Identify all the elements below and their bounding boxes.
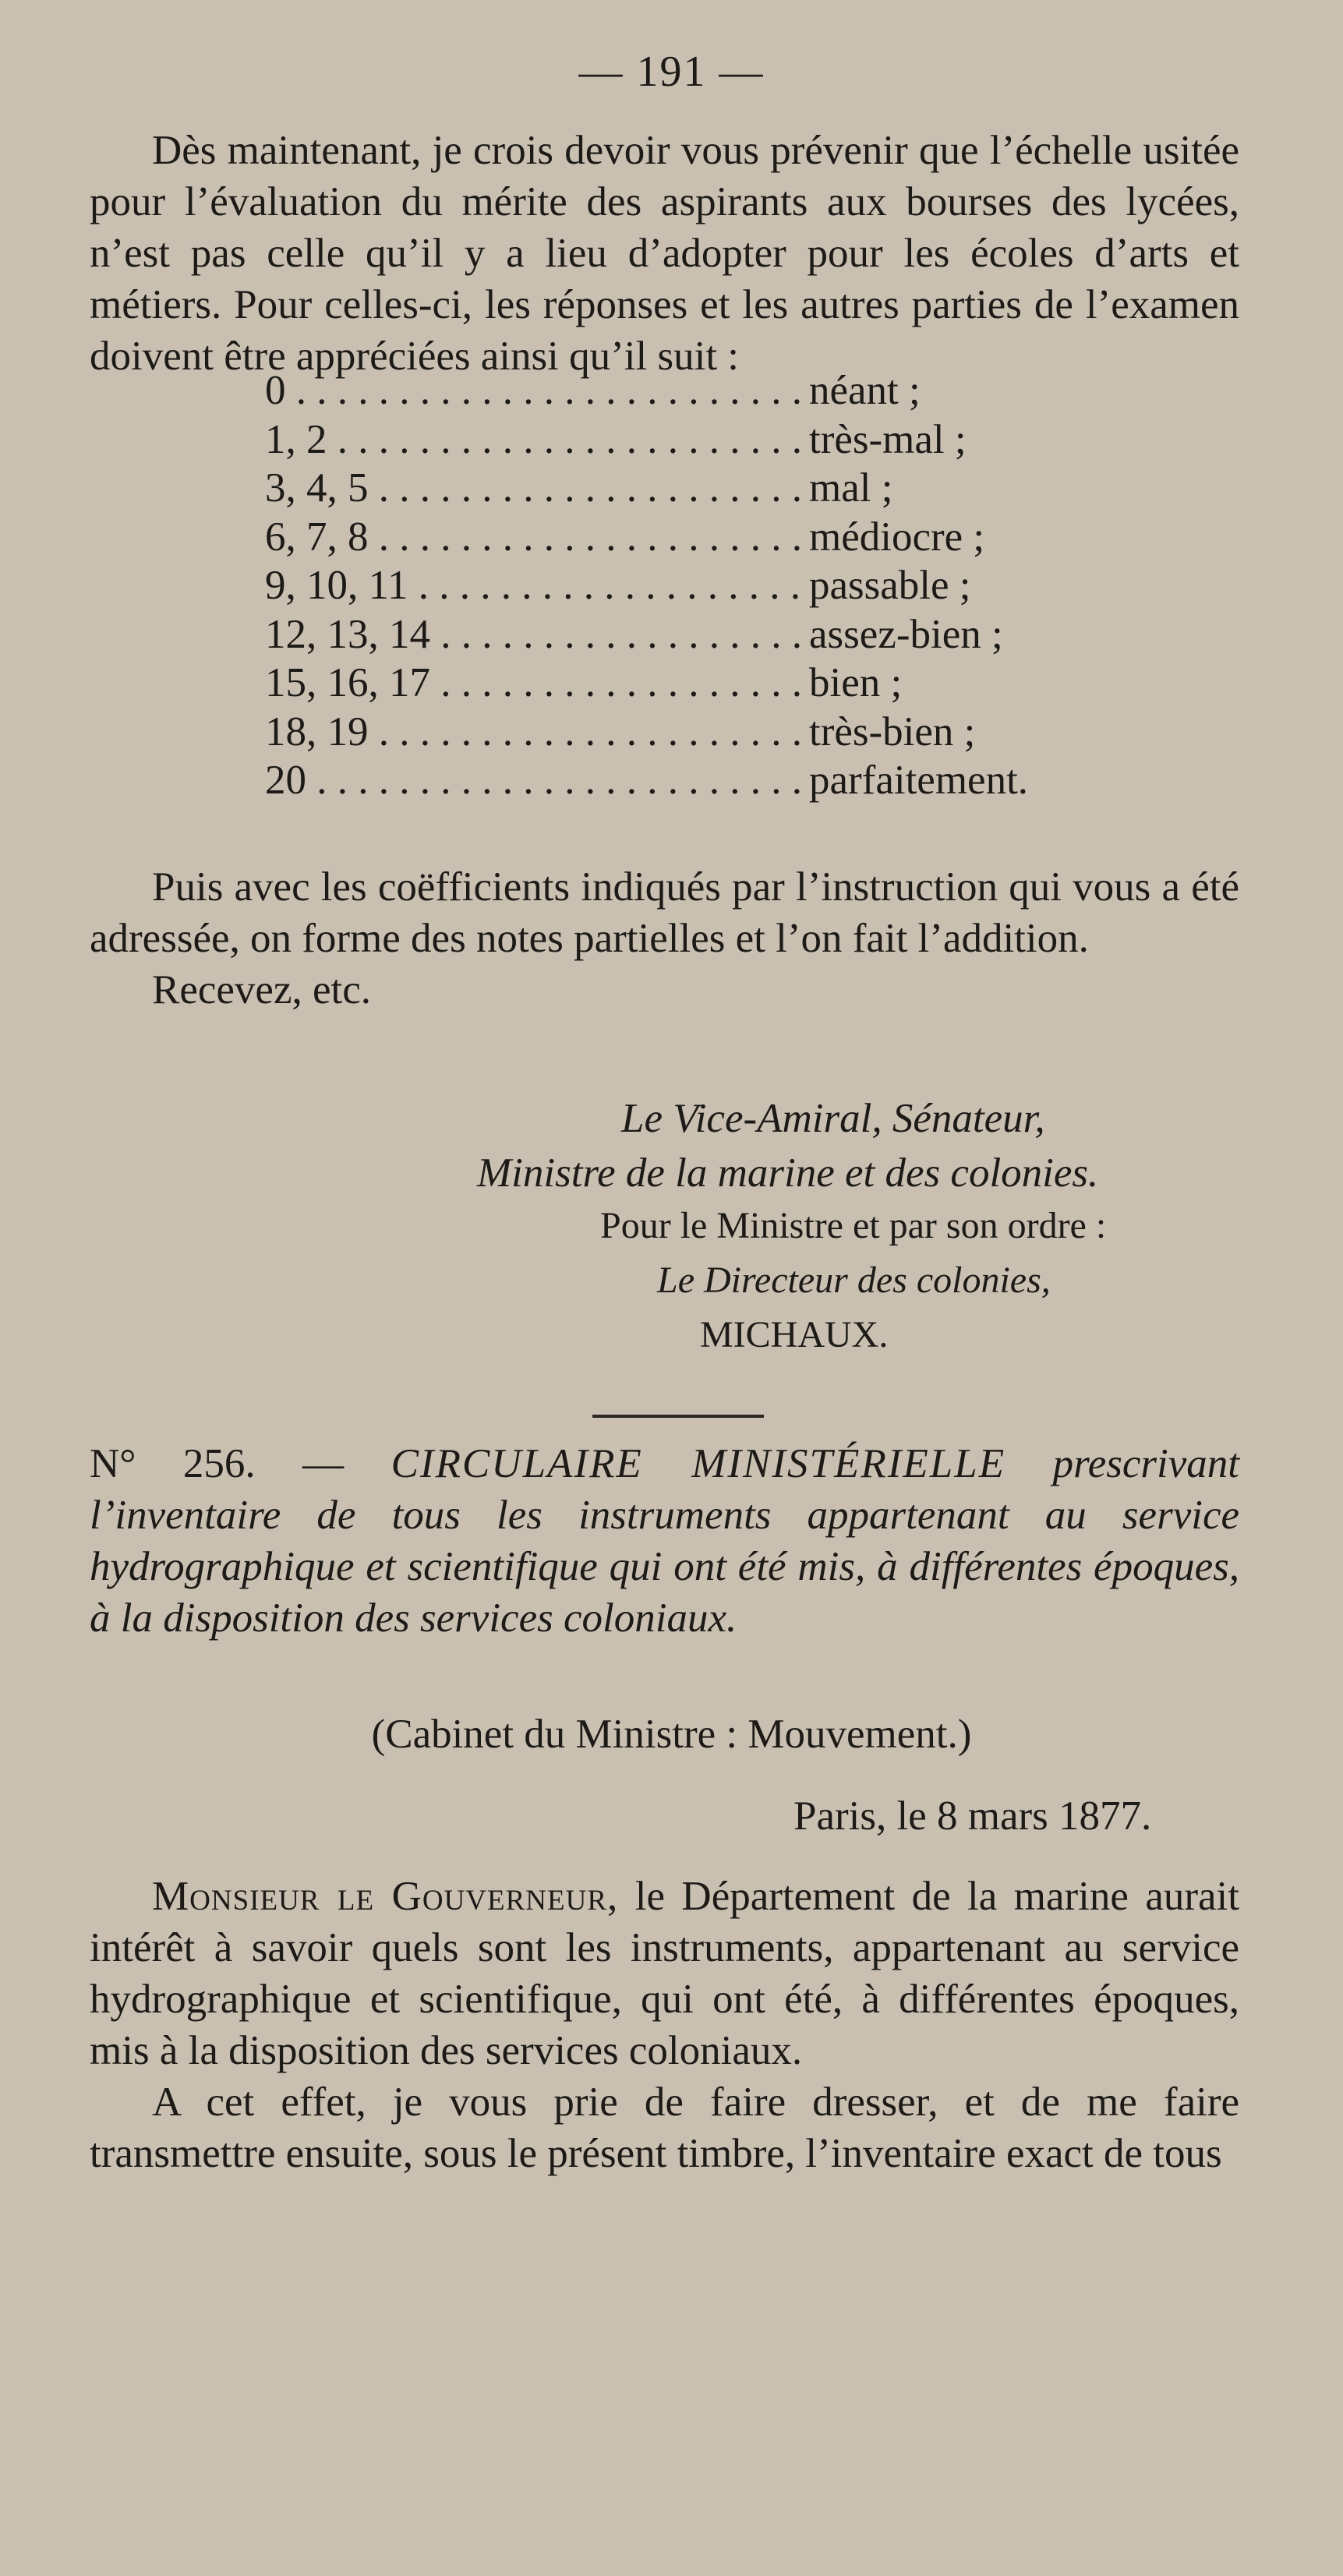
- scale-label: très-mal ;: [809, 416, 967, 462]
- closing-formula: Recevez, etc.: [152, 967, 371, 1012]
- circular-date: Paris, le 8 mars 1877.: [793, 1793, 1152, 1839]
- scale-row: [265, 464, 1044, 513]
- signature-director: Le Directeur des colonies,: [657, 1260, 1051, 1301]
- circular-office: (Cabinet du Ministre : Mouvement.): [371, 1712, 972, 1757]
- scale-points: 6, 7, 8 . . .: [265, 513, 803, 562]
- scale-row: [265, 708, 1044, 757]
- scale-row: [265, 513, 1044, 562]
- scale-label: bien ;: [809, 660, 903, 705]
- scale-points: 3, 4, 5 . . .: [265, 464, 803, 513]
- scale-row: [265, 415, 1044, 465]
- scale-label: parfaitement.: [809, 758, 1029, 803]
- scale-row: [265, 659, 1044, 708]
- scale-label: mal ;: [809, 465, 893, 511]
- scale-points: 0 . . .: [265, 366, 803, 415]
- scale-label: médiocre ;: [809, 514, 985, 560]
- scale-points: 12, 13, 14 . . .: [265, 610, 803, 659]
- scale-row: [265, 366, 1044, 415]
- signature-title-line1: Le Vice-Amiral, Sénateur,: [621, 1096, 1045, 1141]
- circular-body-paragraph-2: A cet effet, je vous prie de faire dresser, et de me faire transmettre ensuite, sous le présent timbre, l’inventaire exact de tous: [90, 2080, 1239, 2176]
- signature-delegation: Pour le Ministre et par son ordre :: [600, 1205, 1107, 1246]
- scale-row: [265, 756, 1044, 805]
- grading-scale: [265, 366, 1044, 805]
- scale-label: passable ;: [809, 563, 971, 608]
- scale-label: assez-bien ;: [809, 611, 1003, 657]
- signature-title-line2: Ministre de la marine et des colonies.: [477, 1150, 1099, 1196]
- scale-points: 20 . . .: [265, 756, 803, 805]
- scale-points: 1, 2 . . .: [265, 415, 803, 465]
- coefficients-paragraph: Puis avec les coëfficients indiqués par l’instruction qui vous a été adressée, on forme des notes partielles et l’on fait l’addition.: [90, 864, 1239, 961]
- circular-body: [90, 1871, 1239, 2179]
- intro-paragraph-block: [90, 125, 1239, 382]
- circular-body-text-1: le Département de la marine aurait intérêt à savoir quels sont les instruments, appartenant au service hydrographique et scientifique, qui ont été, à différentes époques, mis à la disposition des services coloniaux.: [90, 1874, 1239, 2073]
- coefficients-paragraph-block: [90, 861, 1239, 1016]
- scale-points: 18, 19 . . .: [265, 708, 803, 757]
- scale-points: 9, 10, 11 . . .: [265, 561, 803, 610]
- section-divider: [592, 1415, 764, 1418]
- circular-subject: prescrivant l’inventaire de tous les instruments appartenant au service hydrographique et scientifique qui ont été mis, à différentes époques, à la disposition des services coloniaux.: [90, 1441, 1240, 1641]
- circular-body-paragraph-1: [90, 1871, 1239, 2076]
- scale-label: néant ;: [809, 368, 921, 413]
- scale-row: [265, 610, 1044, 659]
- page-number: — 191 —: [578, 48, 765, 96]
- intro-paragraph: Dès maintenant, je crois devoir vous prévenir que l’échelle usitée pour l’évaluation du mérite des aspirants aux bourses des lycées, n’est pas celle qu’il y a lieu d’adopter pour les écoles d’arts et métiers. Pour celles-ci, les réponses et les autres parties de l’examen doivent être appréciées ainsi qu’il suit :: [90, 128, 1239, 379]
- circular-number: N° 256. —: [90, 1441, 345, 1486]
- scale-row: [265, 561, 1044, 610]
- salutation: Monsieur le Gouverneur,: [152, 1874, 619, 1919]
- scale-points: 15, 16, 17 . . .: [265, 659, 803, 708]
- signature-name: MICHAUX.: [700, 1314, 889, 1355]
- circular-heading: [90, 1438, 1239, 1644]
- circular-title: CIRCULAIRE MINISTÉRIELLE: [391, 1441, 1006, 1486]
- scale-label: très-bien ;: [809, 708, 976, 754]
